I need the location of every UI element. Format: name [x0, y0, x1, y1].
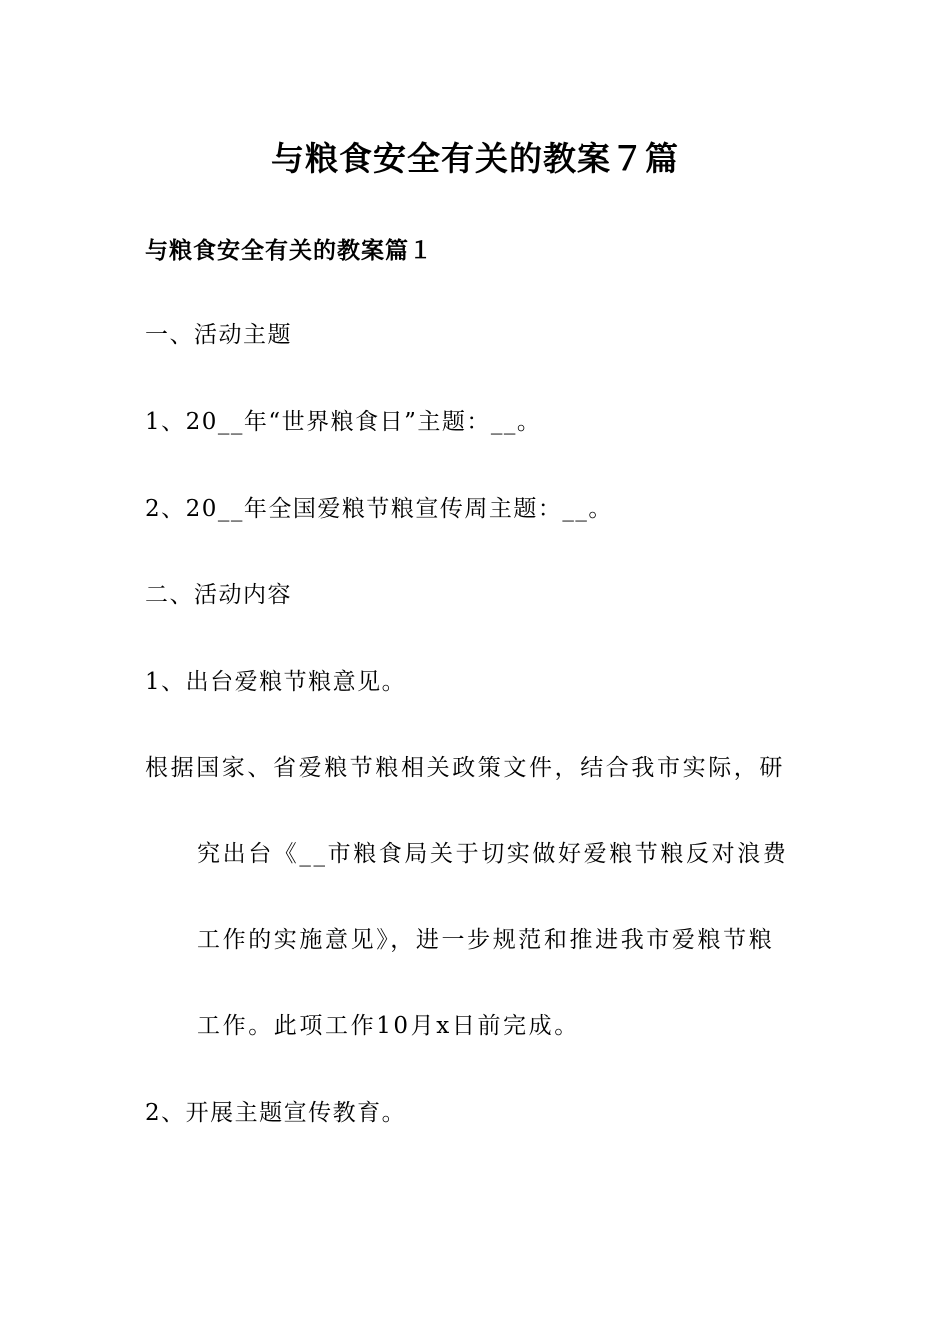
content-item-policy: 1、出台爱粮节粮意见。 — [145, 669, 407, 695]
paragraph-line: 工作的实施意见》，进一步规范和推进我市爱粮节粮 — [197, 927, 775, 953]
paragraph-line: 根据国家、省爱粮节粮相关政策文件，结合我市实际，研 — [145, 755, 785, 781]
heading-activity-theme: 一、活动主题 — [145, 322, 292, 348]
paragraph-line: 究出台《__市粮食局关于切实做好爱粮节粮反对浪费 — [197, 841, 789, 867]
document-title: 与粮食安全有关的教案７篇 — [271, 139, 679, 178]
theme-item-national-week: 2、20__年全国爱粮节粮宣传周主题：__。 — [145, 496, 613, 522]
paragraph-line: 工作。此项工作10月x日前完成。 — [197, 1013, 580, 1039]
theme-item-world-food-day: 1、20__年“世界粮食日”主题：__。 — [145, 409, 542, 435]
heading-activity-content: 二、活动内容 — [145, 582, 292, 608]
section-heading: 与粮食安全有关的教案篇１ — [145, 237, 433, 264]
content-item-publicity: 2、开展主题宣传教育。 — [145, 1100, 407, 1126]
policy-paragraph — [145, 751, 805, 1043]
